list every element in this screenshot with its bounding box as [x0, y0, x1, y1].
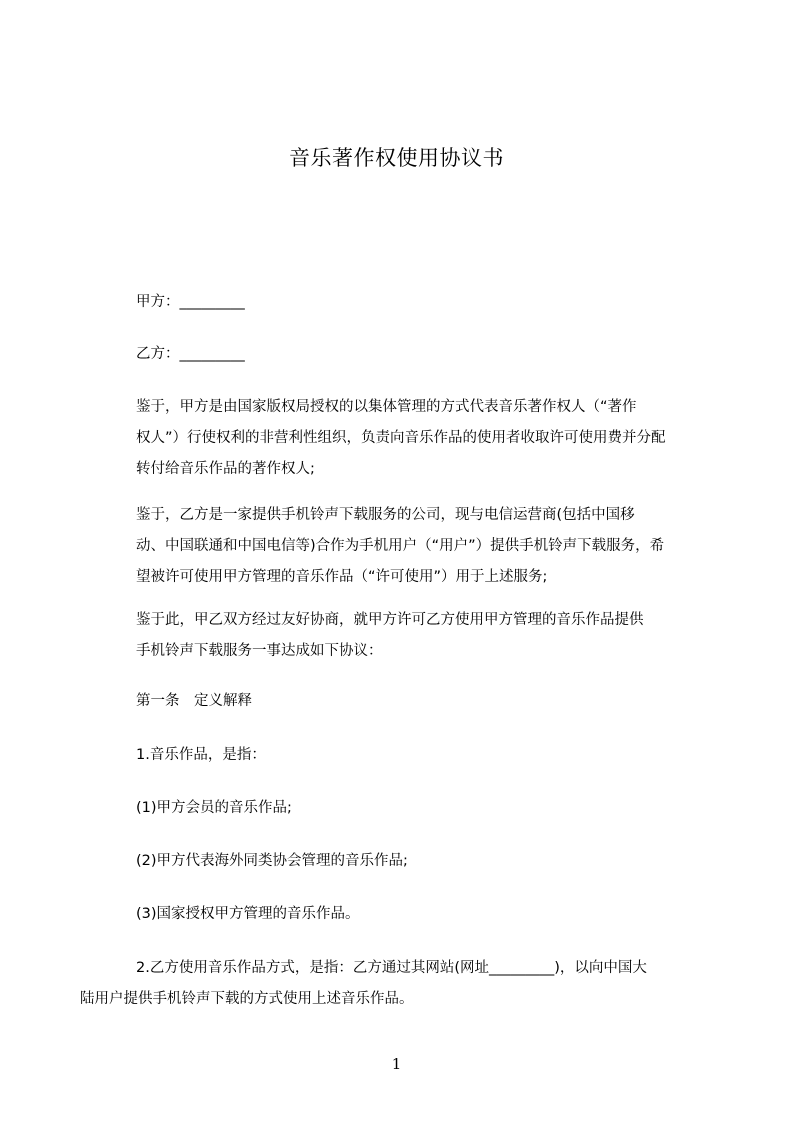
party-a-line: 甲方：_________ [136, 294, 245, 310]
recital-2-line-3: 望被许可使用甲方管理的音乐作品（“许可使用”）用于上述服务; [136, 569, 548, 585]
definition-sub-item-1: (1)甲方会员的音乐作品; [136, 800, 292, 816]
recital-1-line-1: 鉴于，甲方是由国家版权局授权的以集体管理的方式代表音乐著作权人（“著作 [136, 399, 637, 415]
recital-2-line-1: 鉴于，乙方是一家提供手机铃声下载服务的公司，现与电信运营商(包括中国移 [136, 507, 635, 523]
recital-1-line-2: 权人”）行使权利的非营利性组织，负责向音乐作品的使用者收取许可使用费并分配 [136, 430, 666, 446]
definition-item-2 [80, 953, 712, 1015]
recital-3 [136, 605, 712, 667]
recital-3-line-2: 手机铃声下载服务一事达成如下协议： [136, 643, 383, 659]
recital-3-line-1: 鉴于此，甲乙双方经过友好协商，就甲方许可乙方使用甲方管理的音乐作品提供 [136, 612, 644, 628]
definition-item-2-line-1: 2.乙方使用音乐作品方式，是指：乙方通过其网站(网址_________)，以向中国大 [136, 960, 647, 976]
page-number: 1 [391, 1055, 402, 1073]
document-title: 音乐著作权使用协议书 [289, 146, 504, 170]
party-b-line: 乙方：_________ [136, 346, 245, 362]
definition-item-1: 1.音乐作品，是指： [136, 747, 266, 763]
definition-item-2-line-2: 陆用户提供手机铃声下载的方式使用上述音乐作品。 [80, 991, 414, 1007]
recital-1 [136, 392, 712, 485]
recital-2 [136, 500, 712, 593]
definition-sub-item-3: (3)国家授权甲方管理的音乐作品。 [136, 906, 360, 922]
recital-1-line-3: 转付给音乐作品的著作权人; [136, 461, 315, 477]
definition-sub-item-2: (2)甲方代表海外同类协会管理的音乐作品; [136, 853, 408, 869]
recital-2-line-2: 动、中国联通和中国电信等)合作为手机用户（“用户”）提供手机铃声下载服务，希 [136, 538, 665, 554]
article-1-heading: 第一条 定义解释 [136, 693, 252, 709]
